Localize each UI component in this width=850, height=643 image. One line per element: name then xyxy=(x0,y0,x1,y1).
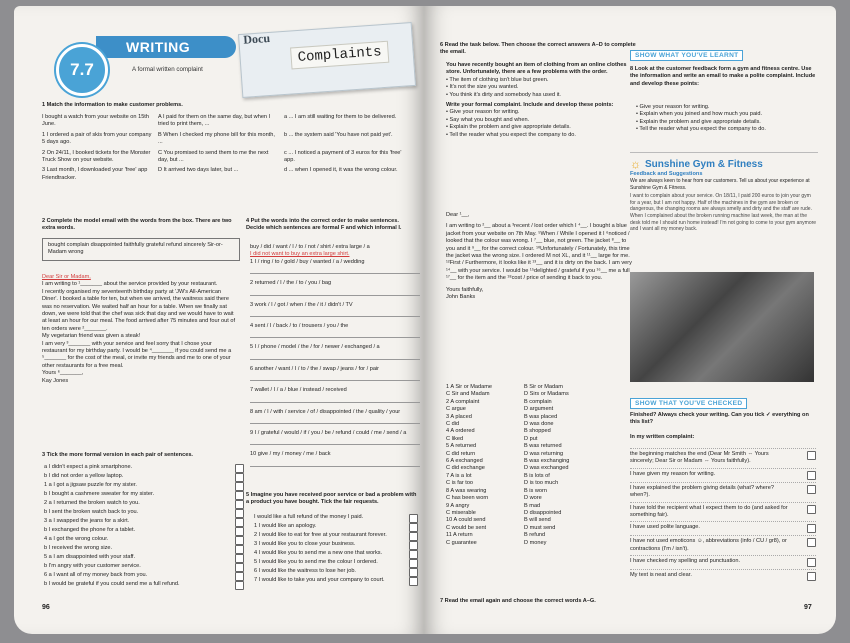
ex3-item: b I would be grateful if you could send me a full refund. xyxy=(44,581,244,590)
tick-box[interactable] xyxy=(409,568,418,577)
gym-name: Sunshine Gym & Fitness xyxy=(645,158,763,170)
check-box[interactable] xyxy=(807,538,816,547)
ex1-left-cell: 2 On 24/11, I booked tickets for the Monster Truck Show on your website. xyxy=(42,149,151,164)
ex1-right-cell: c ... I noticed a payment of 3 euros for this 'free' app. xyxy=(284,149,402,164)
ex3-item: b I received the wrong size. xyxy=(44,545,244,554)
ex5-item: 3 I would like you to close your business. xyxy=(254,541,418,550)
answer-row: 9 A angry B mad xyxy=(446,502,541,509)
ex4-example-answer: I did not want to buy an extra large shirt. xyxy=(250,251,350,258)
ex8-bullet: • Explain the problem and give appropriate details. xyxy=(636,118,761,125)
task-intro: You have recently bought an item of clothing from an online clothes store. Unfortunately, there are a few problems with the order. xyxy=(446,62,627,76)
ex2-word-box: bought complain disappointed faithfully grateful refund sincerely Sir-or-Madam wrong xyxy=(42,238,240,261)
doc-title: Complaints xyxy=(290,41,389,70)
checklist-item: the beginning matches the end (Dear Mr Smith ⇔ Yours sincerely; Dear Sir or Madam ⇔ Yours faithfully). xyxy=(630,448,816,468)
ex3-item: 2 a I returned the broken watch to you. xyxy=(44,500,244,509)
learnt-heading: SHOW WHAT YOU'VE LEARNT xyxy=(630,50,743,61)
gym-feedback-form xyxy=(630,152,818,271)
ex3-item: 3 a I swapped the jeans for a skirt. xyxy=(44,518,244,527)
ex1-right-cell: a ... I am still waiting for them to be delivered. xyxy=(284,114,397,120)
task-point: • Say what you bought and when. xyxy=(446,116,530,123)
ex4-item: 3 work / I / got / when / the / it / didn't / TV xyxy=(250,301,353,308)
check-box[interactable] xyxy=(807,471,816,480)
ex1-mid-cell: B When I checked my phone bill for this month, ... xyxy=(158,131,275,146)
ex1-row xyxy=(42,167,416,182)
ex3-item: a I didn't expect a pink smartphone. xyxy=(44,464,244,473)
answer-row: C miserable D disappointed xyxy=(446,509,562,516)
checklist-item: I have explained the problem giving details (what? where? when?). xyxy=(630,482,816,502)
check-box[interactable] xyxy=(807,572,816,581)
ex1-row xyxy=(42,150,416,165)
ex8-bullet: • Tell the reader what you expect the company to do. xyxy=(636,126,766,133)
answer-row: C Sir and Madam D Sirs or Madams xyxy=(446,391,569,398)
ex4-item: 6 another / want / I / to / the / swap / jeans / for / pair xyxy=(250,365,380,372)
answer-row: 3 A placed B was placed xyxy=(446,413,558,420)
sun-icon: ☼ xyxy=(630,157,641,171)
task-write: Write your formal complaint. Include and develop these points: xyxy=(446,102,614,109)
checked-heading: SHOW THAT YOU'VE CHECKED xyxy=(630,398,747,409)
email-signature: John Banks xyxy=(446,294,476,301)
gym-header xyxy=(630,157,818,171)
ex4-item: 8 am / I / with / service / of / disappointed / the / quality / your xyxy=(250,408,401,415)
task-point: • Tell the reader what you expect the company to do. xyxy=(446,131,576,138)
checklist-item: My text is neat and clear. xyxy=(630,569,816,583)
complaints-document-image xyxy=(238,22,416,98)
doc-corner-text: Docu xyxy=(242,30,271,47)
ex7-title: 7 Read the email again and choose the correct words A–G. xyxy=(440,598,596,604)
ex8-bullet: • Give your reason for writing. xyxy=(636,104,710,110)
ex3-item: b I bought a cashmere sweater for my sister. xyxy=(44,491,244,500)
ex3-item: 1 a I got a jigsaw puzzle for my sister. xyxy=(44,482,244,491)
answer-row: 8 A was wearing B is worn xyxy=(446,487,548,494)
ex2-title: 2 Complete the model email with the words from the box. There are two extra words. xyxy=(42,218,232,232)
ex4-item: 10 give / my / money / me / back xyxy=(250,451,331,458)
check-box[interactable] xyxy=(807,451,816,460)
ex1-row xyxy=(42,132,416,147)
tick-box[interactable] xyxy=(235,572,244,581)
right-page xyxy=(424,6,836,634)
tick-box[interactable] xyxy=(235,554,244,563)
answer-row: C did D was done xyxy=(446,421,554,428)
unit-number: 7.7 xyxy=(56,44,108,96)
tick-box[interactable] xyxy=(409,559,418,568)
checked-intro: Finished? Always check your writing. Can you tick ✓ everything on this list? xyxy=(630,412,809,426)
checklist-item: I have checked my spelling and punctuation. xyxy=(630,555,816,569)
answer-line[interactable] xyxy=(250,330,420,338)
task-bullet: • You think it's dirty and somebody has used it. xyxy=(446,91,561,98)
tick-box[interactable] xyxy=(235,527,244,536)
email-closing: Yours faithfully, xyxy=(446,286,484,293)
ex1-left-cell: I bought a watch from your website on 15th June. xyxy=(42,114,149,128)
check-box[interactable] xyxy=(807,485,816,494)
task-point: • Explain the problem and give appropriate details. xyxy=(446,124,571,131)
answer-row: C guarantee D money xyxy=(446,539,547,546)
email-line: I recently organised my seventeenth birthday party at 'JW's All-American Diner'. I booked a table for ten, but when we arrived, the waitress said there was no reservation. We waited half an hour for a table. When we finally sat down, we were told that the chef was sick that day and we would have to wait at least an hour for our meal. The food arrived after 75 minutes and four out of ten orders were ²_______. xyxy=(42,288,235,332)
answer-row: 2 A complaint B complain xyxy=(446,398,552,405)
checklist-item: I have used polite language. xyxy=(630,521,816,535)
answer-row: 1 A Sir or Madame B Sir or Madam xyxy=(446,384,563,390)
ex1-title: 1 Match the information to make customer problems. xyxy=(42,102,183,108)
check-box[interactable] xyxy=(807,524,816,533)
task-bullet: • It's not the size you wanted. xyxy=(446,84,519,91)
ex4-item: 1 I / ring / to / gold / buy / wanted / a / wedding xyxy=(250,258,365,265)
ex8-bullet: • Explain when you joined and how much you paid. xyxy=(636,111,763,118)
tick-box[interactable] xyxy=(235,563,244,572)
check-box[interactable] xyxy=(807,505,816,514)
ex5-item: 2 I would like to eat for free at your restaurant forever. xyxy=(254,532,418,541)
ex1-left-cell: 1 I ordered a pair of skis from your company 5 days ago. xyxy=(42,131,152,146)
answer-line[interactable] xyxy=(250,395,420,403)
answer-row: C has been worn D wore xyxy=(446,495,542,502)
ex3-item: 4 a I got the wrong colour. xyxy=(44,536,244,545)
answer-row: C did exchange D was exchanged xyxy=(446,465,569,472)
task-bullet: • The item of clothing isn't blue but green. xyxy=(446,76,549,83)
answer-line[interactable] xyxy=(250,416,420,424)
answer-row: C is far too D is too much xyxy=(446,480,559,487)
tick-box[interactable] xyxy=(235,464,244,473)
page-number-left: 96 xyxy=(42,604,50,611)
answer-row: 7 A is a lot B is lots of xyxy=(446,472,550,479)
tick-box[interactable] xyxy=(235,491,244,500)
tick-box[interactable] xyxy=(235,545,244,554)
ex3-list xyxy=(44,464,244,590)
email-line: Kay Jones xyxy=(42,377,69,384)
email-salutation: Dear ¹__, xyxy=(446,212,470,218)
ex5-list xyxy=(254,514,418,586)
ex5-item: 6 I would like the waitress to lose her job. xyxy=(254,568,418,577)
ex4-item: 5 I / phone / model / the / for / newer / exchanged / a xyxy=(250,344,380,351)
checklist-item: I have given my reason for writing. xyxy=(630,468,816,482)
answer-row: C did return D was returning xyxy=(446,450,564,457)
tick-box[interactable] xyxy=(235,518,244,527)
answer-line[interactable] xyxy=(250,437,420,445)
page-number-right: 97 xyxy=(804,604,812,611)
gym-complaint-text: I want to complain about your service. On 18/11, I paid 200 euros to join your gym for a year, but I am not happy. Half of the machines in the gym are broken or dangerous, the changing rooms are always smelly and dirty and the staff are rude. When I complained about the broken running machine last week, the man at the desk told me I should run home instead! I'm not going to come to your gym anymore and I want all my money back. xyxy=(630,193,817,233)
answer-line[interactable] xyxy=(250,459,420,467)
tick-box[interactable] xyxy=(235,509,244,518)
tick-box[interactable] xyxy=(409,523,418,532)
tick-box[interactable] xyxy=(235,536,244,545)
tick-box[interactable] xyxy=(235,473,244,482)
page-subtitle: A formal written complaint xyxy=(132,66,203,73)
answer-row: C would be sent D must send xyxy=(446,524,556,531)
tick-box[interactable] xyxy=(235,500,244,509)
ex1-mid-cell: D It arrived two days later, but ... xyxy=(158,167,239,174)
gym-intro: We are always keen to hear from our customers. Tell us about your experience at Sunshine Gym & Fitness. xyxy=(630,178,810,191)
gym-photo xyxy=(630,272,814,382)
checklist-item: I have told the recipient what I expect them to do (and asked for something fair). xyxy=(630,502,816,522)
ex6-title: 6 Read the task below. Then choose the correct answers A–D to complete the email. xyxy=(440,42,636,56)
ex4-item: 2 returned / I / the / to / you / bag xyxy=(250,280,332,287)
ex4-item: 4 sent / I / back / to / trousers / you / the xyxy=(250,323,349,330)
ex5-item: 5 I would like you to send me the colour I ordered. xyxy=(254,559,418,568)
ex4-item: buy / did / want / I / to / not / shirt / extra large / a xyxy=(250,244,370,250)
task-point: • Give your reason for writing. xyxy=(446,109,520,116)
answer-row: C argue D argument xyxy=(446,406,554,413)
ex8-bullets xyxy=(636,104,820,134)
email-line: I am very ³_______ with your service and feel sorry that I chose your restaurant for my birthday party. I would be ⁴_______ if you could send me a ⁵_______ for the cost of the meal, or invite my friends and me to one of your other restaurants for a free meal. xyxy=(42,340,232,369)
email-line: My vegetarian friend was given a steak! xyxy=(42,333,141,340)
tick-box[interactable] xyxy=(409,577,418,586)
check-box[interactable] xyxy=(807,558,816,567)
answer-line[interactable] xyxy=(250,352,420,360)
ex3-item: b I sent the broken watch back to you. xyxy=(44,509,244,518)
section-title: WRITING xyxy=(96,36,236,58)
tick-box[interactable] xyxy=(409,550,418,559)
ex8-title: 8 Look at the customer feedback form a gym and fitness centre. Use the information and write an email to make a polite complaint. Include and develop these points: xyxy=(630,66,816,87)
ex4-title: 4 Put the words into the correct order to make sentences. Decide which sentences are formal F and which informal I. xyxy=(246,218,402,232)
answer-line[interactable] xyxy=(250,309,420,317)
ex4-list xyxy=(250,244,420,467)
ex2-email xyxy=(42,274,238,385)
ex5-item: I would like a full refund of the money I paid. xyxy=(254,514,418,523)
tick-box[interactable] xyxy=(409,532,418,541)
ex1-right-cell: b ... the system said 'You have not paid yet'. xyxy=(284,131,393,138)
ex1-mid-cell: C You promised to send them to me the next day, but ... xyxy=(158,149,269,164)
answer-options xyxy=(446,384,632,547)
ex5-item: 7 I would like to take you and your company to court. xyxy=(254,577,418,586)
email-line: I am writing to ¹_______ about the service provided by your restaurant. xyxy=(42,281,218,288)
answer-row: 11 A return B refund xyxy=(446,532,546,539)
ex3-item: b I'm angry with your customer service. xyxy=(44,563,244,572)
checked-sub: In my written complaint: xyxy=(630,434,695,440)
answer-row: 10 A could send B will send xyxy=(446,517,551,524)
email-body: I am writing to ²__ about a ³recent / lost order which I ⁴__. I bought a blue jacket from your website on 7th May. ⁵When / While I opened it I ⁶noticed / looked that the colour was wrong. I ⁷__ blue, not green. The jacket ⁸__ to you and it ⁹__ for the correct colour. ¹⁰Unfortunately / Fortunately, this time the jacket was the wrong size. I ordered M not XL, and it ¹¹__ large for me. ¹²First / Furthermore, it looks like it ¹³__ and it is dirty on the back. I am very ¹⁴__ with your service. I would be ¹⁵delighted / grateful if you ¹⁶__ me a full ¹⁷__ for the item and the ¹⁸cost / price of sending it back to you. xyxy=(446,223,632,282)
answer-row: 6 A exchanged B was exchanging xyxy=(446,458,570,465)
checklist xyxy=(630,448,816,583)
tick-box[interactable] xyxy=(409,541,418,550)
answer-line[interactable] xyxy=(250,373,420,381)
answer-row: 5 A returned B was returned xyxy=(446,443,562,450)
checklist-item: I have not used emoticons ☺, abbreviations (info / CU / gr8), or contractions (I'm / isn't). xyxy=(630,535,816,555)
ex4-item: 9 I / grateful / would / if / you / be / refund / could / me / send / a xyxy=(250,430,407,437)
ex5-item: 4 I would like you to send me a new one that works. xyxy=(254,550,418,559)
ex5-title: 5 Imagine you have received poor service or bad a problem with a product you have bought. Tick the fair requests. xyxy=(246,492,417,506)
ex6-email xyxy=(446,212,632,301)
tick-box[interactable] xyxy=(409,514,418,523)
ex3-title: 3 Tick the more formal version in each pair of sentences. xyxy=(42,452,193,458)
ex5-item: 1 I would like an apology. xyxy=(254,523,418,532)
ex3-item: b I did not order a yellow laptop. xyxy=(44,473,244,482)
ex1-left-cell: 3 Last month, I downloaded your 'free' app Friendtracker. xyxy=(42,167,148,181)
email-salutation: Dear Sir or Madam, xyxy=(42,274,91,280)
ex1-table xyxy=(42,114,416,182)
answer-line[interactable] xyxy=(250,288,420,296)
answer-line[interactable] xyxy=(250,266,420,274)
email-line: Yours ⁶_______, xyxy=(42,370,84,377)
ex4-item: 7 wallet / I / a / blue / instead / received xyxy=(250,387,347,394)
answer-row: C liked D put xyxy=(446,435,538,442)
ex6-task-box xyxy=(446,62,632,139)
ex3-item: 5 a I am disappointed with your staff. xyxy=(44,554,244,563)
answer-row: 4 A ordered B shopped xyxy=(446,428,551,435)
ex1-mid-cell: A I paid for them on the same day, but when I tried to print them, ... xyxy=(158,114,271,128)
tick-box[interactable] xyxy=(235,581,244,590)
ex1-row xyxy=(42,114,416,129)
ex3-item: 6 a I want all of my money back from you. xyxy=(44,572,244,581)
tick-box[interactable] xyxy=(235,482,244,491)
gym-subtitle: Feedback and Suggestions xyxy=(630,171,703,177)
ex1-right-cell: d ... when I opened it, it was the wrong colour. xyxy=(284,167,398,174)
ex3-item: b I exchanged the phone for a tablet. xyxy=(44,527,244,536)
left-page xyxy=(14,6,424,634)
